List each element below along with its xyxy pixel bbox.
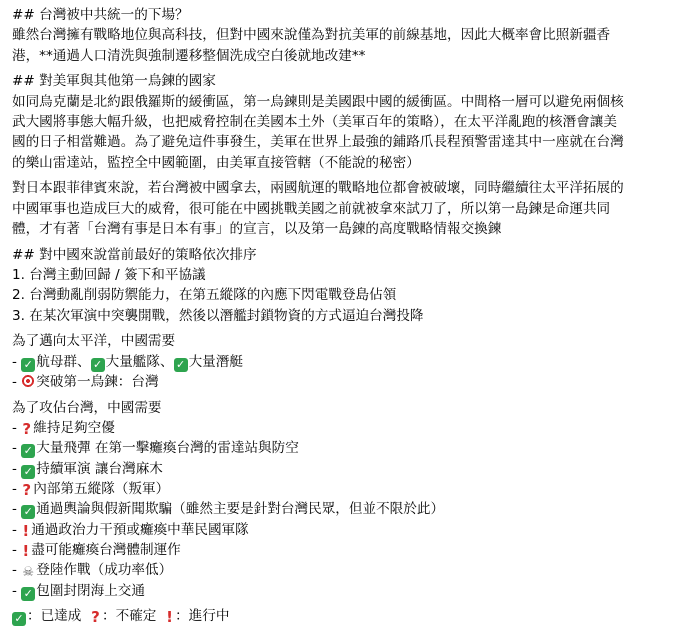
post-line (12, 199, 687, 219)
check-mark-icon: ✓ (21, 358, 35, 372)
post-line (12, 112, 687, 132)
post-text: - (12, 481, 22, 498)
post-text: - (12, 582, 22, 599)
post-text: - (12, 521, 22, 538)
post-line (12, 285, 687, 305)
check-mark-icon: ✓ (21, 465, 35, 479)
red-question-icon: ? (22, 481, 32, 500)
post-text: - (12, 420, 22, 437)
post-text: 的樂山雷達站，監控全中國範圍，由美軍直接管轄（不能說的秘密） (12, 154, 420, 171)
check-mark-icon: ✓ (12, 612, 26, 626)
post-text: 大量艦隊、 (105, 353, 174, 370)
post-text: 為了邁向太平洋，中國需要 (12, 333, 176, 350)
check-mark-icon: ✓ (174, 358, 188, 372)
post-text: ：進行中 (175, 608, 230, 625)
post-text: 通過政治力干預或癱瘓中華民國軍隊 (31, 521, 249, 538)
post-text: 內部第五縱隊（叛軍） (33, 481, 170, 498)
post-text: - (12, 501, 22, 518)
post-line (12, 372, 687, 392)
post-line (12, 398, 687, 418)
post-text: 持續軍演 讓台灣麻木 (36, 460, 163, 477)
post-line (12, 5, 687, 25)
post-line (12, 219, 687, 239)
post-text: ## 對美軍與其他第一烏鍊的國家 (12, 73, 216, 90)
post-text: 登陸作戰（成功率低） (36, 562, 173, 579)
post-line (12, 92, 687, 112)
post-text: 為了攻佔台灣，中國需要 (12, 399, 162, 416)
post-line (12, 438, 687, 458)
post-line (12, 479, 687, 499)
post-text: 大量潛艇 (188, 353, 243, 370)
post-text: ：已達成 (27, 608, 91, 625)
post-text: ## 對中國來說當前最好的策略依次排序 (12, 246, 257, 263)
post-text: 武大國將事態大幅升級，也把威脅控制在美國本土外（美軍百年的策略），在太平洋亂跑的核潛會讓美 (12, 113, 617, 130)
post-text: ## 台灣被中共統一的下場？ (12, 7, 189, 23)
post-text: 對日本跟菲律賓來說，若台灣被中國拿去，兩國航運的戰略地位都會被破壞，同時繼續往太平洋拓展的 (12, 180, 624, 197)
red-exclamation-icon: ! (22, 521, 30, 540)
post-line (12, 418, 687, 438)
post-line (12, 306, 687, 326)
post-text: 3. 在某次軍演中突襲開戰，然後以潛艦封鎖物資的方式逼迫台灣投降 (12, 307, 424, 324)
post-text: 維持足夠空優 (33, 420, 115, 437)
red-question-icon: ? (91, 608, 100, 627)
check-mark-icon: ✓ (21, 444, 35, 458)
target-icon (21, 374, 35, 388)
post-line (12, 132, 687, 152)
post-line (12, 265, 687, 285)
post-line (12, 459, 687, 479)
post-text: 突破第一烏鍊：台灣 (36, 374, 159, 391)
post-text: 包圍封閉海上交通 (36, 582, 145, 599)
check-mark-icon: ✓ (21, 587, 35, 601)
post-text: 雖然台灣擁有戰略地位與高科技，但對中國來說僅為對抗美軍的前線基地，因此大概率會比照新疆香 (12, 27, 611, 44)
post-text: - (12, 541, 22, 558)
post-text: - (12, 353, 22, 370)
post-text: ：不確定 (102, 608, 166, 625)
check-mark-icon: ✓ (91, 358, 105, 372)
red-exclamation-icon: ! (22, 541, 30, 560)
red-question-icon: ? (22, 420, 32, 439)
post-line (12, 245, 687, 265)
post-text: 1. 台灣主動回歸 / 簽下和平協議 (12, 267, 206, 284)
post-line (12, 331, 687, 351)
post-text: 大量飛彈 在第一擊癱瘓台灣的雷達站與防空 (36, 440, 299, 457)
post-text: 如同烏克蘭是北約跟俄羅斯的緩衝區，第一烏鍊則是美國跟中國的緩衝區。中間格一層可以避免兩個核 (12, 93, 624, 110)
post-line (12, 606, 687, 626)
post-text: 國的日子相當難過。為了避免這件事發生，美軍在世界上最強的鋪路爪長程預警雷達其中一座就在台灣 (12, 134, 624, 151)
post-line (12, 540, 687, 560)
post-line (12, 499, 687, 519)
post-text: 港，**通過人口清洗與強制遷移整個洗成空白後就地改建** (12, 47, 366, 64)
post-line (12, 71, 687, 91)
skull-icon: ☠ (22, 565, 35, 581)
post-text: - (12, 440, 22, 457)
red-exclamation-icon: ! (166, 608, 173, 627)
post-text: - (12, 374, 22, 391)
post-line (12, 178, 687, 198)
post-text: 航母群、 (36, 353, 91, 370)
post-line (12, 352, 687, 372)
post-text: 體，才有著「台灣有事是日本有事」的宣言，以及第一島鍊的高度戰略情報交換鍊 (12, 220, 502, 237)
post-line (12, 153, 687, 173)
post-line (12, 581, 687, 601)
post-text: 通過輿論與假新聞欺騙（雖然主要是針對台灣民眾，但並不限於此） (36, 501, 445, 518)
post-line (12, 560, 687, 580)
check-mark-icon: ✓ (21, 505, 35, 519)
post-text: 2. 台灣動亂削弱防禦能力，在第五縱隊的內應下閃電戰登島佔領 (12, 287, 397, 304)
post-text: - (12, 562, 22, 579)
post-line (12, 520, 687, 540)
post-text: 盡可能癱瘓台灣體制運作 (31, 541, 181, 558)
post-text: - (12, 460, 22, 477)
post-line (12, 46, 687, 66)
post-line (12, 25, 687, 45)
post-text: 中國軍事也造成巨大的威脅，很可能在中國挑戰美國之前就被拿來試刀了，所以第一島鍊是命運共同 (12, 200, 611, 217)
